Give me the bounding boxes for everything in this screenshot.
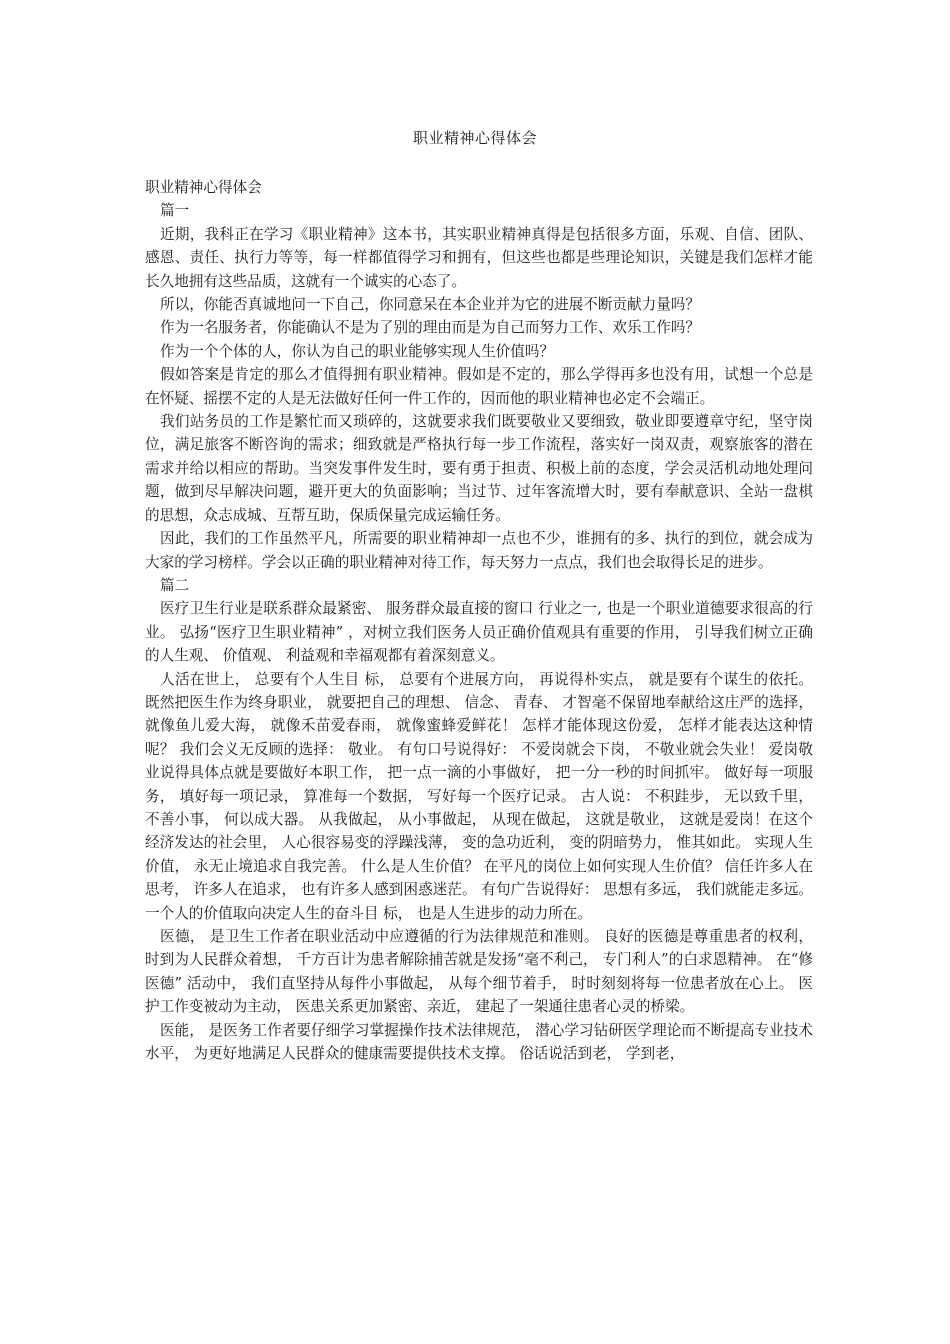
section-2 [145,574,813,1066]
paragraph: 作为一名服务者，你能确认不是为了别的理由而是为自己而努力工作、欢乐工作吗？ [160,319,700,337]
paragraph: 近期，我科正在学习《职业精神》这本书，其实职业精神真得是包括很多方面，乐观、自信、团队、感恩、责任、执行力等等，每一样都值得学习和拥有，但这些也都是些理论知识，关键是我们怎样才能长久地拥有这些品质，这就有一个诚实的心态了。 [145,225,813,290]
paragraph: 医疗卫生行业是联系群众最紧密、 服务群众最直接的窗口 行业之一, 也是一个职业道德要求很高的行业。 弘扬“医疗卫生职业精神” ，对树立我们医务人员正确价值观具有重要的作用， 引导我们树立正确的人生观、 价值观、 利益观和幸福观都有着深刻意义。 [145,600,813,665]
section-label: 篇一 [160,202,190,220]
section-label: 篇二 [160,576,190,594]
paragraph: 医德， 是卫生工作者在职业活动中应遵循的行为法律规范和准则。 良好的医德是尊重患者的权利， 时到为人民群众着想， 千方百计为患者解除捕苦就是发扬“毫不利己， 专门利人”的白求恩精神。 在“修医德” 活动中， 我们直坚持从每件小事做起， 从每个细节着手， 时时刻刻将每一位患者放在心上。 医护工作变被动为主动， 医患关系更加紧密、亲近， 建起了一架通往患者心灵的桥梁。 [145,928,813,1016]
document-body [145,176,813,1065]
document-subtitle: 职业精神心得体会 [145,179,262,196]
paragraph: 因此，我们的工作虽然平凡，所需要的职业精神却一点也不少，谁拥有的多、执行的到位，就会成为大家的学习榜样。学会以正确的职业精神对待工作，每天努力一点点，我们也会取得长足的进步。 [145,530,813,571]
paragraph: 我们站务员的工作是繁忙而又琐碎的，这就要求我们既要敬业又要细致，敬业即要遵章守纪，坚守岗位，满足旅客不断咨询的需求；细致就是严格执行每一步工作流程，落实好一岗双责，观察旅客的潜在需求并给以相应的帮助。当突发事件发生时，要有勇于担责、积极上前的态度，学会灵活机动地处理问题，做到尽早解决问题，避开更大的负面影响；当过节、过年客流增大时，要有奉献意识、全站一盘棋的思想，众志成城、互帮互助，保质保量完成运输任务。 [145,413,813,524]
document-title: 职业精神心得体会 [412,129,537,147]
paragraph: 所以，你能否真诚地问一下自己，你同意呆在本企业并为它的进展不断贡献力量吗？ [160,296,700,314]
paragraph: 医能， 是医务工作者要仔细学习掌握操作技术法律规范， 潜心学习钻研医学理论而不断提高专业技术水平， 为更好地满足人民群众的健康需要提供技术支撑。 俗话说活到老， 学到老， [145,1021,813,1063]
section-1 [145,199,813,574]
paragraph: 作为一个个体的人，你认为自己的职业能够实现人生价值吗？ [160,342,555,360]
paragraph: 假如答案是肯定的那么才值得拥有职业精神。假如是不定的，那么学得再多也没有用，试想一个总是在怀疑、摇摆不定的人是无法做好任何一件工作的，因而他的职业精神也必定不会端正。 [145,366,813,407]
paragraph: 人活在世上， 总要有个人生目 标， 总要有个进展方向， 再说得朴实点， 就是要有个谋生的依托。 既然把医生作为终身职业， 就要把自己的理想、 信念、 青春、 才智毫不保留地奉献给这庄严的选择， 就像鱼儿爱大海， 就像禾苗爱春雨， 就像蜜蜂爱鲜花！ 怎样才能体现这份爱， 怎样才能表达这种情呢？ 我们会义无反顾的选择： 敬业。 有句口号说得好： 不爱岗就会下岗， 不敬业就会失业！ 爱岗敬业说得具体点就是要做好本职工作， 把一点一滴的小事做好， 把一分一秒的时间抓牢。 做好每一项服务， 填好每一项记录， 算准每一个数据， 写好每一个医疗记录。 古人说： 不积跬步， 无以致千里， 不善小事， 何以成大器。 从我做起， 从小事做起， 从现在做起， 这就是敬业， 这就是爱岗！在这个经济发达的社会里， 人心很容易变的浮躁浅薄， 变的急功近利， 变的阴暗势力， 惟其如此。 实现人生价值， 永无止境追求自我完善。 什么是人生价值？ 在平凡的岗位上如何实现人生价值？ 信任许多人在思考， 许多人在追求， 也有许多人感到困惑迷茫。 有句广告说得好： 思想有多远， 我们就能走多远。 一个人的价值取向决定人生的奋斗目 标， 也是人生进步的动力所在。 [145,670,813,922]
